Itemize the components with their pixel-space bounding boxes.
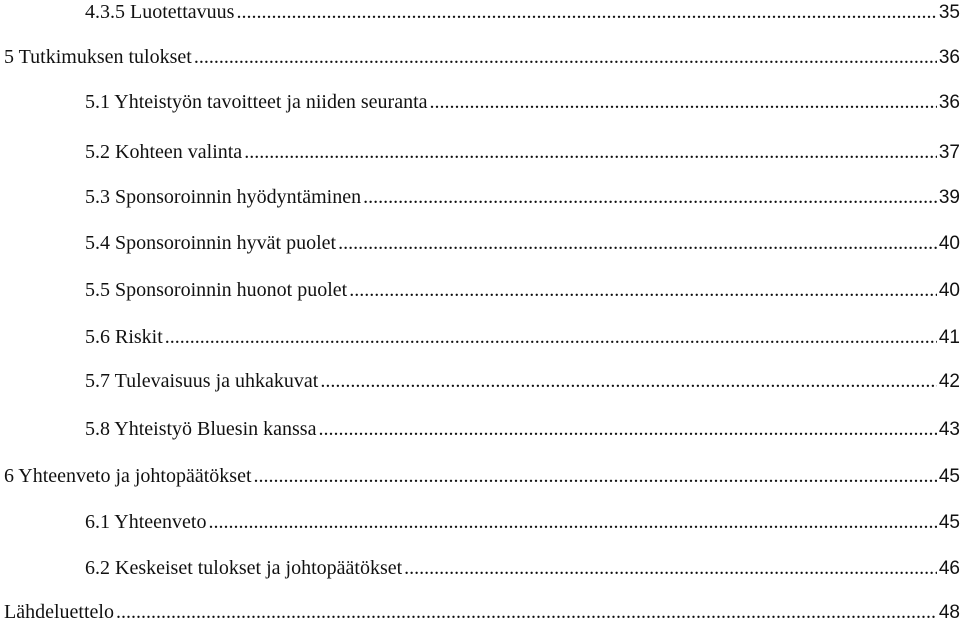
dot-leader <box>318 418 936 441</box>
toc-entry[interactable] <box>85 511 960 541</box>
toc-entry-page: 39 <box>938 187 960 208</box>
toc-entry[interactable] <box>85 232 960 262</box>
dot-leader <box>236 1 936 24</box>
toc-entry[interactable] <box>85 418 960 448</box>
dot-leader <box>254 465 937 488</box>
dot-leader <box>165 326 937 349</box>
toc-entry-title: 6.2 Keskeiset tulokset ja johtopäätökset <box>85 557 403 579</box>
toc-entry-page: 40 <box>938 233 960 254</box>
dot-leader <box>194 46 937 69</box>
dot-leader <box>363 186 937 209</box>
toc-entry-title: 5.6 Riskit <box>85 326 163 348</box>
dot-leader <box>430 91 937 114</box>
toc-entry[interactable] <box>4 46 960 76</box>
toc-entry-title: 6 Yhteenveto ja johtopäätökset <box>4 465 252 487</box>
dot-leader <box>349 279 937 302</box>
dot-leader <box>244 141 937 164</box>
toc-entry-title: 5.7 Tulevaisuus ja uhkakuvat <box>85 370 319 392</box>
toc-entry-page: 36 <box>938 47 960 68</box>
toc-entry-page: 37 <box>938 142 960 163</box>
toc-entry[interactable] <box>85 279 960 309</box>
toc-entry-title: Lähdeluettelo <box>4 601 114 623</box>
toc-entry-page: 42 <box>938 371 960 392</box>
toc-entry-title: 5 Tutkimuksen tulokset <box>4 46 192 68</box>
dot-leader <box>320 370 937 393</box>
toc-entry-page: 40 <box>938 280 960 301</box>
toc-entry-title: 5.4 Sponsoroinnin hyvät puolet <box>85 232 337 254</box>
toc-entry-title: 5.1 Yhteistyön tavoitteet ja niiden seuranta <box>85 91 428 113</box>
toc-entry-page: 41 <box>938 327 960 348</box>
toc-entry-title: 5.5 Sponsoroinnin huonot puolet <box>85 279 348 301</box>
toc-entry-page: 45 <box>938 466 960 487</box>
toc-entry[interactable] <box>85 141 960 171</box>
toc-entry-page: 43 <box>938 419 960 440</box>
toc-entry-page: 45 <box>938 512 960 533</box>
toc-entry-page: 36 <box>938 92 960 113</box>
toc-entry-page: 48 <box>938 602 960 623</box>
toc-entry-title: 5.2 Kohteen valinta <box>85 141 243 163</box>
dot-leader <box>208 511 936 534</box>
dot-leader <box>116 601 937 624</box>
toc-entry[interactable] <box>85 1 960 31</box>
toc-entry-page: 35 <box>938 2 960 23</box>
toc-entry[interactable] <box>4 601 960 631</box>
dot-leader <box>404 557 937 580</box>
toc-entry-title: 6.1 Yhteenveto <box>85 511 207 533</box>
toc-entry-title: 5.8 Yhteistyö Bluesin kanssa <box>85 418 317 440</box>
toc-entry-title: 4.3.5 Luotettavuus <box>85 1 235 23</box>
toc-entry[interactable] <box>85 370 960 400</box>
toc-entry-page: 46 <box>938 558 960 579</box>
toc-entry[interactable] <box>85 326 960 356</box>
toc-entry[interactable] <box>85 557 960 587</box>
dot-leader <box>338 232 937 255</box>
toc-entry-title: 5.3 Sponsoroinnin hyödyntäminen <box>85 186 362 208</box>
toc-entry[interactable] <box>4 465 960 495</box>
toc-entry[interactable] <box>85 91 960 121</box>
toc-entry[interactable] <box>85 186 960 216</box>
